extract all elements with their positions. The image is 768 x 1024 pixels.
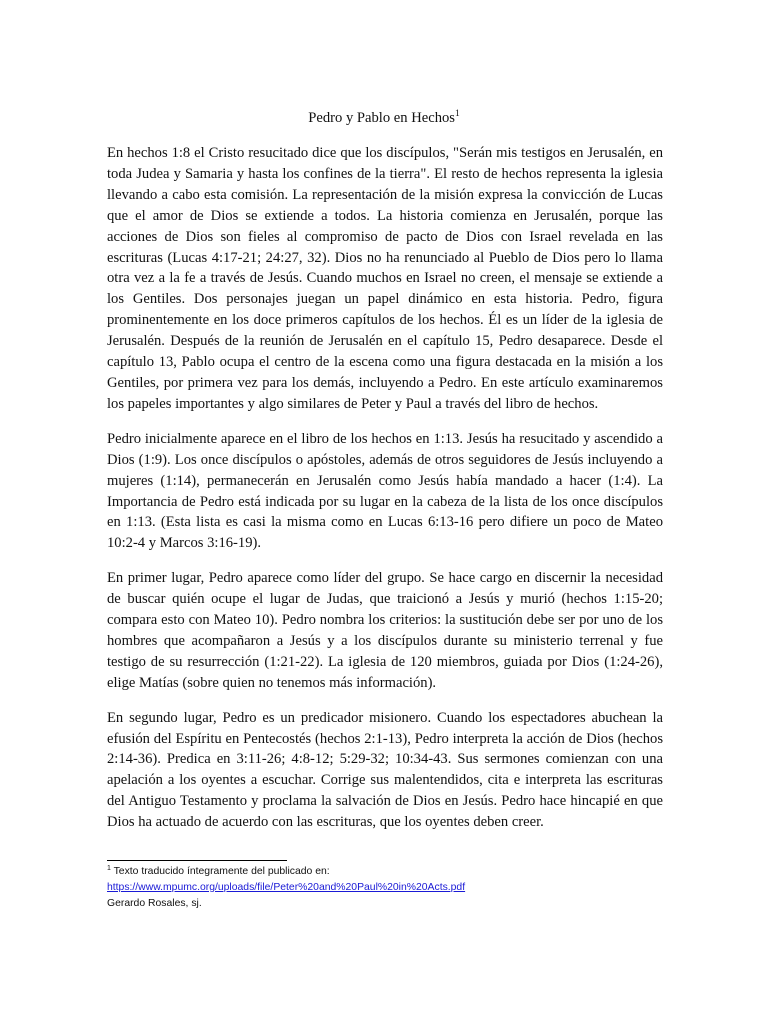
paragraph-2: Pedro inicialmente aparece en el libro de los hechos en 1:13. Jesús ha resucitado y ascendido a Dios (1:9). Los once discípulos o apóstoles, además de otros seguidores de Jesús incluyendo a mujeres (1:14), permanecerán en Jerusalén como Jesús había mandado a hacer (1:4). La Importancia de Pedro está indicada por su lugar en la cabeza de la lista de los once discípulos en 1:13. (Esta lista es casi la misma como en Lucas 6:13-16 pero difiere un poco de Mateo 10:2-4 y Marcos 3:16-19).	[107, 430, 663, 552]
footnote-text: Texto traducido íntegramente del publicado en:	[110, 866, 330, 877]
title-footnote-mark: 1	[454, 109, 460, 119]
document-body	[107, 143, 663, 847]
paragraph-4: En segundo lugar, Pedro es un predicador misionero. Cuando los espectadores abuchean la efusión del Espíritu en Pentecostés (hechos 2:1-13), Pedro interpreta la acción de Dios (hechos 2:14-36). Predica en 3:11-26; 4:8-12; 5:29-32; 10:34-43. Sus sermones comienzan con una apelación a los oyentes a escuchar. Corrige sus malentendidos, cita e interpreta las escrituras del Antiguo Testamento y proclama la salvación de Dios en Jesús. Pedro hace hincapié en que Dios ha actuado de acuerdo con las escrituras, que los oyentes deben creer.	[107, 709, 663, 831]
footnote-author: Gerardo Rosales, sj.	[107, 898, 202, 909]
paragraph-1: En hechos 1:8 el Cristo resucitado dice que los discípulos, "Serán mis testigos en Jerusalén, en toda Judea y Samaria y hasta los confines de la tierra". El resto de hechos representa la iglesia llevando a cabo esta comisión. La representación de la misión expresa la convicción de Lucas que el amor de Dios se extiende a todos. La historia comienza en Jerusalén, porque las acciones de Dios son fieles al compromiso de pacto de Dios con Israel revelada en las escrituras (Lucas 4:17-21; 24:27, 32). Dios no ha renunciado al Pueblo de Dios pero lo llama otra vez a la fe a través de Jesús. Cuando muchos en Israel no creen, el mensaje se extiende a los Gentiles. Dos personajes juegan un papel dinámico en esta historia. Pedro, figura prominentemente en los doce primeros capítulos de los hechos. Él es un líder de la iglesia de Jerusalén. Después de la reunión de Jerusalén en el capítulo 15, Pedro desaparece. Desde el capítulo 13, Pablo ocupa el centro de la escena como una figura destacada en la misión a los Gentiles, por primera vez para los demás, incluyendo a Pedro. En este artículo examinaremos los papeles importantes y algo similares de Peter y Paul a través del libro de hechos.	[107, 145, 663, 412]
paragraph-3: En primer lugar, Pedro aparece como líder del grupo. Se hace cargo en discernir la necesidad de buscar quién ocupe el lugar de Judas, que traicionó a Jesús y murió (hechos 1:15-20; compara esto con Mateo 10). Pedro nombra los criterios: la sustitución debe ser por uno de los hombres que acompañaron a Jesús y a los discípulos durante su ministerio terrenal y fue testigo de su resurrección (1:21-22). La iglesia de 120 miembros, guiada por Dios (1:24-26), elige Matías (sobre quien no tenemos más información).	[107, 570, 663, 691]
footnote-mark: 1	[107, 865, 111, 872]
document-title	[0, 109, 768, 127]
source-link[interactable]: https://www.mpumc.org/uploads/file/Peter%20and%20Paul%20in%20Acts.pdf	[107, 882, 466, 893]
footnote-link-line	[107, 880, 667, 896]
footnote-separator	[107, 860, 287, 861]
title-text: Pedro y Pablo en Hechos	[308, 110, 455, 126]
footnote-source-line	[107, 864, 667, 880]
footnote	[107, 864, 667, 912]
